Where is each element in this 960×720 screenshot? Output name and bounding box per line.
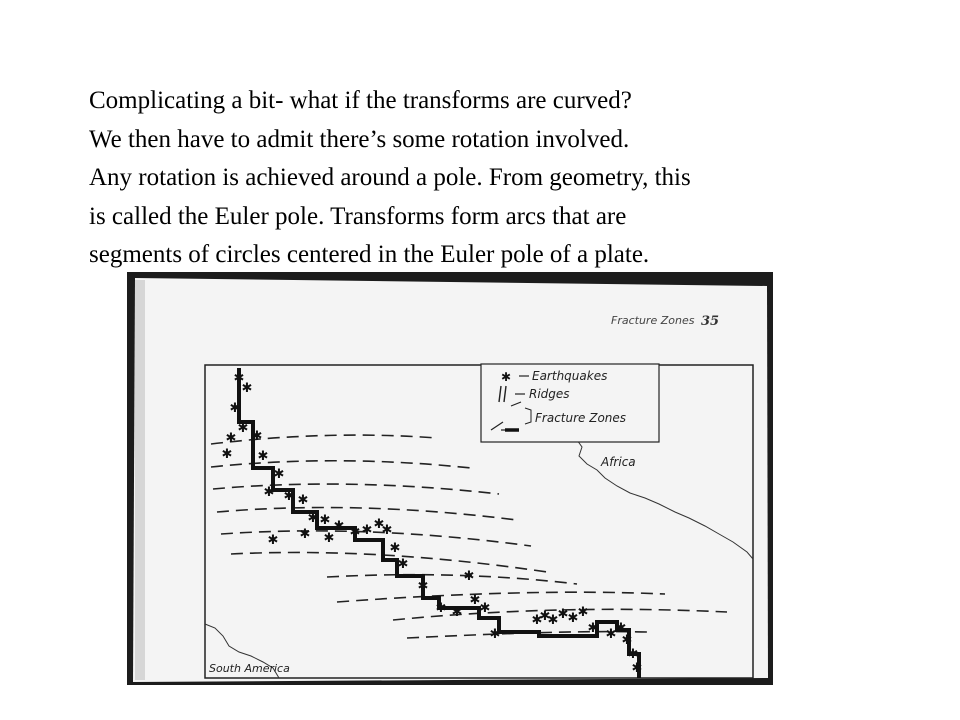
earthquake-marker: ✱ <box>539 609 551 624</box>
earthquake-marker: ✱ <box>489 627 501 642</box>
earthquake-marker: ✱ <box>349 525 361 540</box>
earthquake-marker: ✱ <box>577 605 589 620</box>
earthquake-marker: ✱ <box>225 431 237 446</box>
earthquake-marker: ✱ <box>531 613 543 628</box>
slide-text-line-4: is called the Euler pole. Transforms form arcs that are <box>89 202 627 230</box>
fracture-zone-figure <box>127 272 773 685</box>
earthquake-marker: ✱ <box>221 447 233 462</box>
earthquake-marker: ✱ <box>333 519 345 534</box>
earthquake-marker: ✱ <box>299 527 311 542</box>
earthquake-marker: ✱ <box>587 621 599 636</box>
earthquake-marker: ✱ <box>233 371 245 386</box>
earthquake-marker: ✱ <box>251 429 263 444</box>
slide-text-line-2: We then have to admit there’s some rotation involved. <box>89 125 630 153</box>
earthquake-marker: ✱ <box>267 533 279 548</box>
page-binding-shadow <box>135 280 145 680</box>
earthquake-marker: ✱ <box>567 611 579 626</box>
earthquake-marker: ✱ <box>307 511 319 526</box>
earthquake-marker: ✱ <box>273 467 285 482</box>
slide-text-line-5: segments of circles centered in the Euler pole of a plate. <box>89 241 650 268</box>
earthquake-marker: ✱ <box>237 421 249 436</box>
earthquake-marker: ✱ <box>605 627 617 642</box>
earthquake-marker: ✱ <box>615 621 627 636</box>
earthquake-marker: ✱ <box>323 531 335 546</box>
figure-svg <box>127 272 773 685</box>
earthquake-marker: ✱ <box>627 647 639 662</box>
earthquake-marker: ✱ <box>435 601 447 616</box>
page-number: 35 <box>701 314 720 329</box>
earthquake-marker: ✱ <box>263 485 275 500</box>
legend-fracture-zones-label: Fracture Zones <box>535 411 627 425</box>
earthquake-marker: ✱ <box>631 661 643 676</box>
earthquake-marker: ✱ <box>397 557 409 572</box>
earthquake-marker: ✱ <box>297 493 309 508</box>
scanned-page <box>133 278 768 682</box>
running-head: Fracture Zones <box>611 314 695 327</box>
earthquake-marker: ✱ <box>319 513 331 528</box>
earthquake-marker: ✱ <box>463 569 475 584</box>
earthquake-marker: ✱ <box>451 605 463 620</box>
earthquake-marker: ✱ <box>621 633 633 648</box>
earthquake-marker: ✱ <box>283 489 295 504</box>
legend-ridges-label: Ridges <box>529 387 570 401</box>
earthquake-marker: ✱ <box>361 523 373 538</box>
africa-label: Africa <box>601 455 636 469</box>
slide-text-line-1: Complicating a bit- what if the transforms are curved? <box>89 87 632 114</box>
earthquake-marker: ✱ <box>557 607 569 622</box>
earthquake-marker: ✱ <box>229 401 241 416</box>
legend-earthquakes-label: Earthquakes <box>532 369 608 383</box>
earthquake-marker: ✱ <box>547 613 559 628</box>
legend-earthquake-symbol: ✱ <box>500 370 512 384</box>
south-america-label: South America <box>209 662 290 675</box>
earthquake-marker: ✱ <box>389 541 401 556</box>
slide-text <box>89 82 929 275</box>
earthquake-marker: ✱ <box>469 593 481 608</box>
earthquake-marker: ✱ <box>241 381 253 396</box>
earthquake-marker: ✱ <box>373 517 385 532</box>
earthquake-marker: ✱ <box>479 601 491 616</box>
slide-text-line-3: Any rotation is achieved around a pole. From geometry, this <box>89 164 691 191</box>
earthquake-marker: ✱ <box>257 449 269 464</box>
earthquake-marker: ✱ <box>417 579 429 594</box>
earthquake-marker: ✱ <box>381 523 393 538</box>
